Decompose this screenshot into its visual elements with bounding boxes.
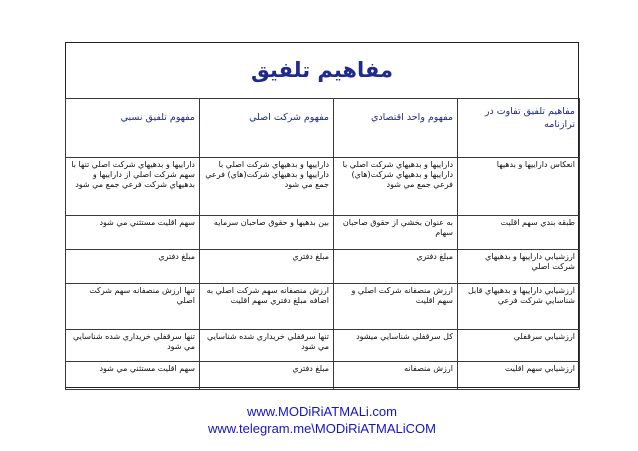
concepts-table	[65, 98, 580, 390]
table-cell: به عنوان بخشي از حقوق صاحبان سهام	[334, 216, 458, 250]
footer-website-link[interactable]: www.MODiRiATMALi.com	[247, 404, 397, 419]
table-cell: سهم اقليت مستثني مي شود	[66, 216, 200, 250]
table-cell: ارزش منصفانه سهم شركت اصلي به اضافه مبلغ دفتري سهم اقليت	[200, 284, 334, 330]
footer-telegram-link[interactable]: www.telegram.me\MODiRiATMALiCOM	[207, 421, 436, 436]
table-cell: تنها ارزش منصفانه سهم شركت اصلي	[66, 284, 200, 330]
table-row	[66, 362, 580, 390]
table-cell: مبلغ دفتري	[200, 250, 334, 284]
table-cell: تنها سرقفلي خريداري شده شناسايي مي شود	[200, 330, 334, 362]
header-cell: مفهوم تلفيق نسبي	[66, 99, 200, 158]
table-row	[66, 284, 580, 330]
table-cell: مبلغ دفتري	[66, 250, 200, 284]
table-cell: تنها سرقفلي خريداري شده شناسايي مي شود	[66, 330, 200, 362]
table-cell: داراييها و بدهيهاي شركت اصلي با داراييها و بدهيهاي شركت(هاي) فرعي جمع مي شود	[200, 158, 334, 216]
table-cell: داراييها و بدهيهاي شركت اصلي با داراييها و بدهيهاي شركت(هاي) فرعي جمع مي شود	[334, 158, 458, 216]
table-cell: طبقه بندي سهم اقليت	[458, 216, 580, 250]
table-cell: انعكاس داراييها و بدهيها	[458, 158, 580, 216]
table-cell: داراييها و بدهيهاي شركت اصلي تنها با سهم شركت اصلي از داراييها و بدهيهاي شركت فرعي جمع مي شود	[66, 158, 200, 216]
table-cell: ارزشيابي داراييها و بدهيهاي قابل شناسايي شركت فرعي	[458, 284, 580, 330]
header-cell: مفاهيم تلفيق تفاوت در ترازنامه	[458, 99, 580, 158]
table-row	[66, 216, 580, 250]
table-cell: مبلغ دفتري	[200, 362, 334, 390]
table-row	[66, 158, 580, 216]
table-cell: ارزشيابي سرقفلي	[458, 330, 580, 362]
table-cell: ارزشيابي سهم اقليت	[458, 362, 580, 390]
table-cell: ارزش منصفانه	[334, 362, 458, 390]
table-cell: ارزش منصفانه شركت اصلي و سهم اقليت	[334, 284, 458, 330]
table-row	[66, 330, 580, 362]
table-cell: بين بدهيها و حقوق صاحبان سرمايه	[200, 216, 334, 250]
table-cell: مبلغ دفتري	[334, 250, 458, 284]
page-title: مفاهيم تلفيق	[251, 58, 393, 82]
header-cell: مفهوم شركت اصلي	[200, 99, 334, 158]
table-row	[66, 250, 580, 284]
header-cell: مفهوم واحد اقتصادي	[334, 99, 458, 158]
table-cell: ارزشيابي داراييها و بدهيهاي شركت اصلي	[458, 250, 580, 284]
table-cell: كل سرقفلي شناسايي ميشود	[334, 330, 458, 362]
table-header-row	[66, 99, 580, 158]
table-cell: سهم اقليت مستثني مي شود	[66, 362, 200, 390]
